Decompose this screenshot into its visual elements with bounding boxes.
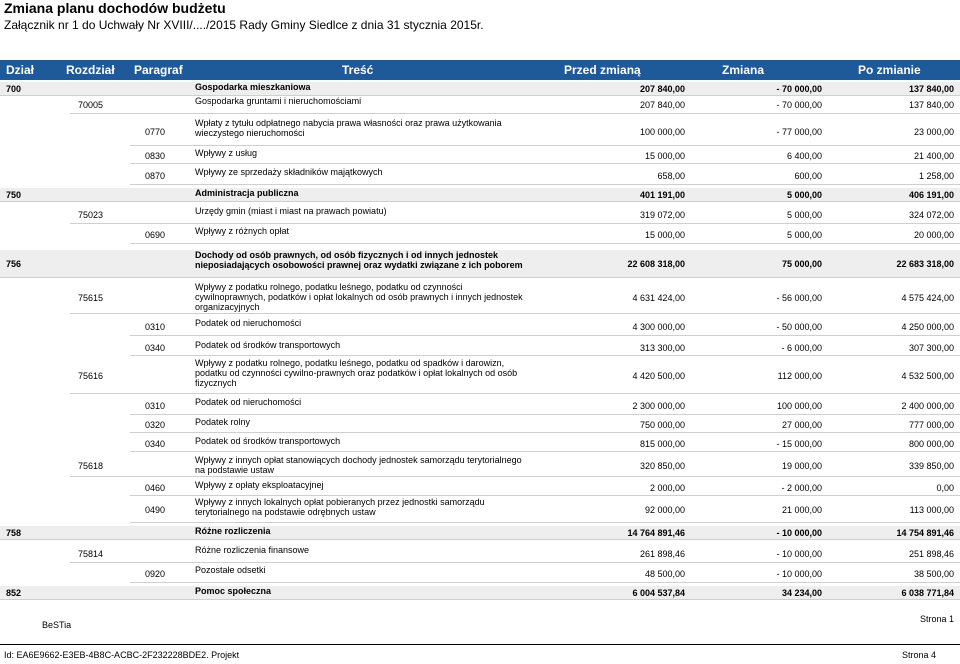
row-code: 0690 xyxy=(145,230,166,240)
table-row xyxy=(0,526,960,540)
row-description: Podatek od nieruchomości xyxy=(195,318,302,328)
row-change: 5 000,00 xyxy=(786,190,822,200)
row-after: 406 191,00 xyxy=(908,190,954,200)
row-after: 6 038 771,84 xyxy=(901,588,954,598)
row-before: 48 500,00 xyxy=(644,569,685,579)
row-before: 320 850,00 xyxy=(639,461,685,471)
row-before: 313 300,00 xyxy=(639,343,685,353)
row-description: Wpływy z innych lokalnych opłat pobieranych przez jednostki samorządu terytorialnego na podstawie odrębnych ustaw xyxy=(195,497,485,517)
row-before: 319 072,00 xyxy=(639,210,685,220)
row-description: Podatek od środków transportowych xyxy=(195,436,341,446)
row-divider xyxy=(70,476,960,477)
row-code: 75616 xyxy=(78,371,104,381)
row-code: 0340 xyxy=(145,439,166,449)
table-row xyxy=(0,82,960,96)
row-description: Wpływy z innych opłat stanowiących dochody jednostek samorządu terytorialnego na podstawie ustaw xyxy=(195,455,522,475)
row-code: 852 xyxy=(6,588,22,598)
row-before: 2 000,00 xyxy=(649,483,685,493)
row-description: Różne rozliczenia finansowe xyxy=(195,545,310,555)
row-before: 207 840,00 xyxy=(639,100,685,110)
row-change: - 56 000,00 xyxy=(776,293,822,303)
row-description: Urzędy gmin (miast i miast na prawach powiatu) xyxy=(195,206,387,216)
row-divider xyxy=(70,562,960,563)
row-after: 23 000,00 xyxy=(913,127,954,137)
table-row xyxy=(0,545,960,563)
table-row xyxy=(0,340,960,356)
row-code: 0490 xyxy=(145,505,166,515)
row-after: 307 300,00 xyxy=(908,343,954,353)
row-before: 2 300 000,00 xyxy=(632,401,685,411)
table-row xyxy=(0,417,960,433)
row-before: 15 000,00 xyxy=(644,151,685,161)
row-description: Dochody od osób prawnych, od osób fizycznych i od innych jednostek nieposiadających osobowości prawnej oraz wydatki związane z ich poborem xyxy=(195,250,523,270)
row-code: 0830 xyxy=(145,151,166,161)
table-row xyxy=(0,148,960,164)
col-rozdzial: Rozdział xyxy=(66,63,115,77)
row-code: 750 xyxy=(6,190,22,200)
table-row xyxy=(0,118,960,146)
row-after: 113 000,00 xyxy=(909,505,954,515)
row-before: 4 300 000,00 xyxy=(632,322,685,332)
row-code: 700 xyxy=(6,84,22,94)
table-row xyxy=(0,565,960,583)
row-change: - 77 000,00 xyxy=(776,127,822,137)
row-before: 658,00 xyxy=(657,171,685,181)
row-change: - 70 000,00 xyxy=(776,84,822,94)
row-after: 38 500,00 xyxy=(913,569,954,579)
row-after: 324 072,00 xyxy=(908,210,954,220)
row-after: 4 250 000,00 xyxy=(901,322,954,332)
row-divider xyxy=(130,451,960,452)
table-row xyxy=(0,318,960,336)
row-description: Gospodarka gruntami i nieruchomościami xyxy=(195,96,362,106)
row-after: 251 898,46 xyxy=(908,549,954,559)
row-description: Wpływy ze sprzedaży składników majątkowych xyxy=(195,167,383,177)
table-row xyxy=(0,358,960,394)
row-change: 34 234,00 xyxy=(781,588,822,598)
row-description: Wpływy z podatku rolnego, podatku leśnego, podatku od czynności cywilnoprawnych, podatków i opłat lokalnych od osób prawnych i innych jednostek organizacyjnych xyxy=(195,282,523,312)
col-tresc: Treść xyxy=(342,63,374,77)
col-po: Po zmianie xyxy=(858,63,921,77)
row-change: - 2 000,00 xyxy=(781,483,822,493)
row-code: 75615 xyxy=(78,293,104,303)
row-before: 92 000,00 xyxy=(644,505,685,515)
row-after: 20 000,00 xyxy=(913,230,954,240)
row-description: Pomoc społeczna xyxy=(195,586,272,596)
row-after: 21 400,00 xyxy=(913,151,954,161)
table-row xyxy=(0,188,960,202)
row-description: Administracja publiczna xyxy=(195,188,299,198)
table-row xyxy=(0,497,960,523)
row-description: Wpłaty z tytułu odpłatnego nabycia prawa własności oraz prawa użytkowania wieczystego nieruchomości xyxy=(195,118,502,138)
row-divider xyxy=(70,113,960,114)
row-before: 4 631 424,00 xyxy=(632,293,685,303)
row-after: 0,00 xyxy=(936,483,954,493)
row-divider xyxy=(130,522,960,523)
row-divider xyxy=(70,313,960,314)
row-code: 0870 xyxy=(145,171,166,181)
table-row xyxy=(0,586,960,600)
row-change: - 15 000,00 xyxy=(776,439,822,449)
row-change: - 50 000,00 xyxy=(776,322,822,332)
row-divider xyxy=(0,277,960,278)
row-divider xyxy=(70,223,960,224)
row-after: 800 000,00 xyxy=(908,439,954,449)
row-after: 2 400 000,00 xyxy=(901,401,954,411)
row-before: 100 000,00 xyxy=(639,127,685,137)
row-before: 261 898,46 xyxy=(639,549,685,559)
table-row xyxy=(0,250,960,278)
footer-software: BeSTia xyxy=(42,620,72,630)
col-paragraf: Paragraf xyxy=(134,63,183,77)
row-before: 750 000,00 xyxy=(639,420,685,430)
row-divider xyxy=(130,335,960,336)
row-description: Pozostałe odsetki xyxy=(195,565,266,575)
row-change: 27 000,00 xyxy=(781,420,822,430)
row-divider xyxy=(130,145,960,146)
row-description: Podatek od nieruchomości xyxy=(195,397,302,407)
row-divider xyxy=(130,355,960,356)
document-subtitle: Załącznik nr 1 do Uchwały Nr XVIII/..../2015 Rady Gminy Siedlce z dnia 31 stycznia 2015r. xyxy=(4,18,484,32)
row-change: 75 000,00 xyxy=(781,259,822,269)
row-divider xyxy=(130,184,960,185)
table-row xyxy=(0,206,960,224)
row-after: 22 683 318,00 xyxy=(896,259,954,269)
row-code: 70005 xyxy=(78,100,104,110)
row-after: 137 840,00 xyxy=(908,84,954,94)
row-change: 100 000,00 xyxy=(776,401,822,411)
row-change: 112 000,00 xyxy=(777,371,822,381)
row-code: 0770 xyxy=(145,127,166,137)
row-code: 0920 xyxy=(145,569,166,579)
row-after: 777 000,00 xyxy=(908,420,954,430)
table-row xyxy=(0,397,960,415)
row-change: 6 400,00 xyxy=(786,151,822,161)
row-after: 1 258,00 xyxy=(918,171,954,181)
document-title: Zmiana planu dochodów budżetu xyxy=(4,0,226,16)
footer-document-id: Id: EA6E9662-E3EB-4B8C-ACBC-2F232228BDE2. Projekt xyxy=(4,650,240,660)
row-before: 6 004 537,84 xyxy=(632,588,685,598)
table-row xyxy=(0,282,960,314)
row-before: 15 000,00 xyxy=(644,230,685,240)
row-change: 5 000,00 xyxy=(786,210,822,220)
row-code: 0340 xyxy=(145,343,166,353)
row-code: 75814 xyxy=(78,549,104,559)
table-row xyxy=(0,96,960,114)
row-code: 0310 xyxy=(145,401,166,411)
row-before: 22 608 318,00 xyxy=(627,259,685,269)
col-zmiana: Zmiana xyxy=(722,63,765,77)
row-divider xyxy=(130,243,960,244)
row-description: Wpływy z opłaty eksploatacyjnej xyxy=(195,480,324,490)
row-code: 0310 xyxy=(145,322,166,332)
row-change: 5 000,00 xyxy=(786,230,822,240)
row-divider xyxy=(0,201,960,202)
footer-page-number: Strona 4 xyxy=(901,650,936,660)
row-change: 19 000,00 xyxy=(781,461,822,471)
table-row xyxy=(0,480,960,496)
row-divider xyxy=(130,495,960,496)
row-change: - 70 000,00 xyxy=(776,100,822,110)
row-divider xyxy=(130,432,960,433)
row-change: - 6 000,00 xyxy=(781,343,822,353)
row-after: 4 532 500,00 xyxy=(901,371,954,381)
footer-page-inner: Strona 1 xyxy=(919,614,954,624)
row-code: 0320 xyxy=(145,420,166,430)
row-description: Podatek rolny xyxy=(195,417,251,427)
row-description: Różne rozliczenia xyxy=(195,526,271,536)
row-change: 600,00 xyxy=(794,171,822,181)
row-code: 0460 xyxy=(145,483,166,493)
row-divider xyxy=(130,582,960,583)
row-change: - 10 000,00 xyxy=(776,528,822,538)
row-divider xyxy=(130,163,960,164)
row-code: 75023 xyxy=(78,210,104,220)
col-dzial: Dział xyxy=(6,63,35,77)
row-change: 21 000,00 xyxy=(781,505,822,515)
table-row xyxy=(0,436,960,452)
row-divider xyxy=(0,599,960,600)
row-before: 207 840,00 xyxy=(639,84,685,94)
row-divider xyxy=(70,393,960,394)
row-divider xyxy=(0,539,960,540)
row-code: 75618 xyxy=(78,461,104,471)
row-divider xyxy=(130,414,960,415)
row-after: 339 850,00 xyxy=(908,461,954,471)
row-before: 815 000,00 xyxy=(639,439,685,449)
row-code: 756 xyxy=(6,259,22,269)
row-description: Wpływy z usług xyxy=(195,148,258,158)
table-row xyxy=(0,167,960,185)
row-description: Wpływy z podatku rolnego, podatku leśnego, podatku od spadków i darowizn, podatku od czynności cywilno-prawnych oraz podatków i opłat lokalnych od osób fizycznych xyxy=(195,358,518,388)
row-description: Gospodarka mieszkaniowa xyxy=(195,82,311,92)
row-after: 137 840,00 xyxy=(908,100,954,110)
row-change: - 10 000,00 xyxy=(776,569,822,579)
table-row xyxy=(0,455,960,477)
row-before: 14 764 891,46 xyxy=(627,528,685,538)
row-change: - 10 000,00 xyxy=(776,549,822,559)
row-description: Podatek od środków transportowych xyxy=(195,340,341,350)
table-row xyxy=(0,226,960,244)
row-before: 401 191,00 xyxy=(639,190,685,200)
row-after: 14 754 891,46 xyxy=(896,528,954,538)
row-description: Wpływy z różnych opłat xyxy=(195,226,290,236)
col-przed: Przed zmianą xyxy=(564,63,641,77)
row-after: 4 575 424,00 xyxy=(901,293,954,303)
row-before: 4 420 500,00 xyxy=(632,371,685,381)
row-code: 758 xyxy=(6,528,22,538)
footer-divider xyxy=(0,644,960,645)
